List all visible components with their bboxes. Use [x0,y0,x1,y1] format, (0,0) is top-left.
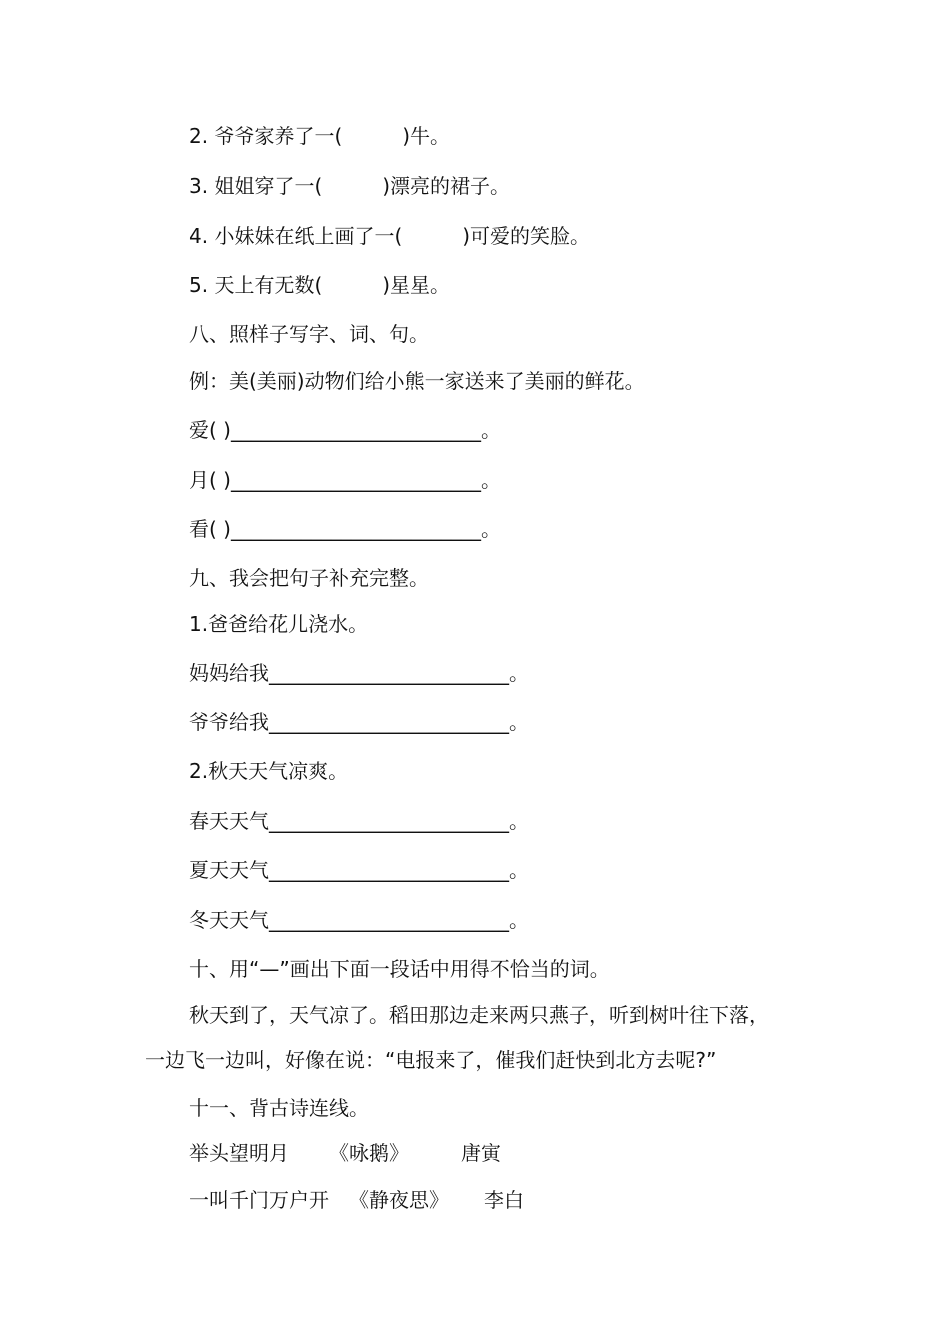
question-2: 2. 爷爷家养了一( )牛。 [189,124,451,148]
poem-verse: 举头望明月 [189,1141,289,1165]
poem-author: 唐寅 [461,1141,501,1165]
row-prefix: 夏天天气 [189,858,269,882]
question-5: 5. 天上有无数( )星星。 [189,273,451,297]
poem-title: 《咏鹅》 [329,1141,409,1165]
section-8-title: 八、照样子写字、词、句。 [189,322,429,346]
section-10-paragraph-line-2: 一边飞一边叫，好像在说：“电报来了，催我们赶快到北方去呢?” [145,1048,717,1072]
section-8-row [189,417,501,443]
row-end: 。 [480,517,501,541]
answer-blank[interactable]: _________________________ [230,517,481,541]
row-prefix: 看( ) [189,517,231,541]
section-9-row [189,808,529,834]
poem-title: 《静夜思》 [349,1188,449,1212]
row-prefix: 冬天天气 [189,908,269,932]
section-10-title: 十、用“—”画出下面一段话中用得不恰当的词。 [189,957,610,981]
poem-match-row [189,1140,501,1166]
row-prefix: 爱( ) [189,418,231,442]
poem-verse: 一叫千门万户开 [189,1188,329,1212]
section-9-row [189,709,529,735]
answer-blank[interactable]: ________________________ [269,661,509,685]
poem-author: 李白 [484,1188,524,1212]
row-end: 。 [509,908,529,932]
section-9-row [189,660,529,686]
answer-blank[interactable]: ________________________ [269,908,509,932]
row-end: 。 [509,809,529,833]
question-4: 4. 小妹妹在纸上画了一( )可爱的笑脸。 [189,224,591,248]
answer-blank[interactable]: ________________________ [269,809,509,833]
row-prefix: 妈妈给我 [189,661,269,685]
row-prefix: 月( ) [189,468,231,492]
section-8-example: 例：美(美丽)动物们给小熊一家送来了美丽的鲜花。 [189,369,645,393]
section-9-row [189,857,529,883]
section-10-paragraph-line-1: 秋天到了，天气凉了。稻田那边走来两只燕子，听到树叶往下落， [189,1003,769,1027]
answer-blank[interactable]: ________________________ [269,710,509,734]
section-9-title: 九、我会把句子补充完整。 [189,566,429,590]
row-prefix: 爷爷给我 [189,710,269,734]
section-11-title: 十一、背古诗连线。 [189,1096,369,1120]
row-end: 。 [509,858,529,882]
row-prefix: 春天天气 [189,809,269,833]
section-9-sentence-2: 2.秋天天气凉爽。 [189,759,349,783]
section-9-row [189,907,529,933]
row-end: 。 [509,661,529,685]
row-end: 。 [480,468,501,492]
poem-match-row [189,1187,524,1213]
answer-blank[interactable]: ________________________ [269,858,509,882]
question-3: 3. 姐姐穿了一( )漂亮的裙子。 [189,174,511,198]
answer-blank[interactable]: _________________________ [230,418,481,442]
answer-blank[interactable]: _________________________ [230,468,481,492]
row-end: 。 [480,418,501,442]
section-8-row [189,516,501,542]
row-end: 。 [509,710,529,734]
section-9-sentence-1: 1.爸爸给花儿浇水。 [189,612,369,636]
section-8-row [189,467,501,493]
